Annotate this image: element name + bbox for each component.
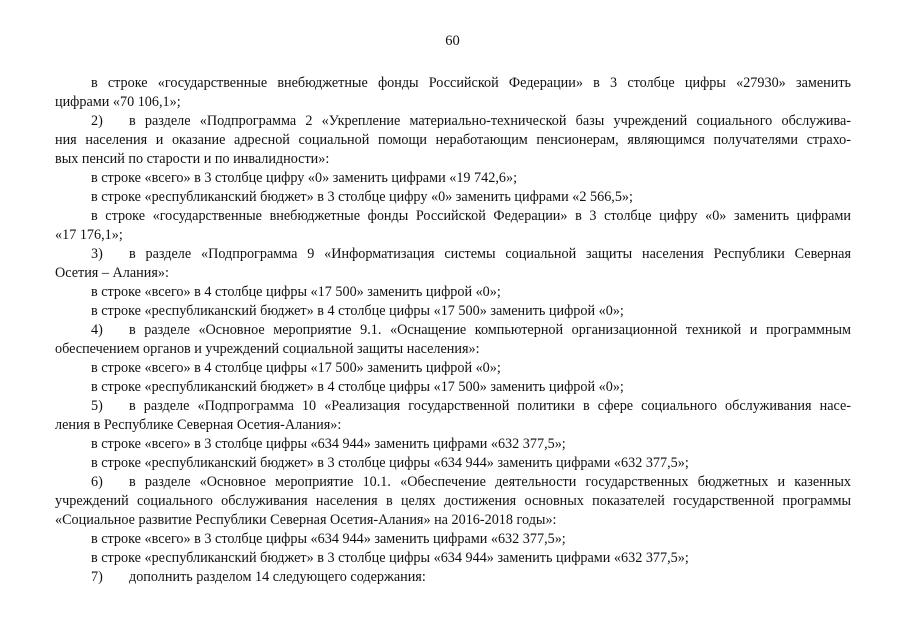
text-line [55,397,851,416]
line-text: в строке «республиканский бюджет» в 3 столбце цифры «634 944» заменить цифрами «632 377,5»; [91,550,689,566]
text-line [55,188,851,207]
line-text: обеспечением органов и учреждений социальной защиты населения»: [55,341,480,357]
line-text: в строке «республиканский бюджет» в 4 столбце цифры «17 500» заменить цифрой «0»; [91,379,624,395]
line-text: в строке «республиканский бюджет» в 4 столбце цифры «17 500» заменить цифрой «0»; [91,303,624,319]
text-line [55,454,851,473]
line-text: в разделе «Основное мероприятие 9.1. «Оснащение компьютерной организационной техникой и программным [129,322,851,338]
line-text: учреждений социального обслуживания населения в целях достижения основных показателей государственной программы [55,493,851,509]
line-text: в строке «всего» в 4 столбце цифры «17 500» заменить цифрой «0»; [91,360,501,376]
text-line [55,511,851,530]
text-line [55,226,851,245]
line-text: в строке «всего» в 3 столбце цифры «634 944» заменить цифрами «632 377,5»; [91,436,566,452]
line-text: ния населения и оказание адресной социальной помощи неработающим пенсионерам, являющимся получателями страхо- [55,132,851,148]
text-line [55,302,851,321]
text-line [55,492,851,511]
list-item-number: 4) [91,322,103,338]
line-text: в строке «всего» в 3 столбце цифру «0» заменить цифрами «19 742,6»; [91,170,518,186]
page-number: 60 [445,33,460,49]
line-text: в строке «республиканский бюджет» в 3 столбце цифры «634 944» заменить цифрами «632 377,5»; [91,455,689,471]
text-line [55,416,851,435]
line-text: вых пенсий по старости и по инвалидности»: [55,151,330,167]
line-text: в разделе «Подпрограмма 10 «Реализация государственной политики в сфере социального обслуживания насе- [129,398,851,414]
list-item-number: 7) [91,569,103,585]
text-line [55,378,851,397]
text-line [55,264,851,283]
text-line [55,549,851,568]
line-text: в строке «государственные внебюджетные фонды Российской Федерации» в 3 столбце цифры «27930» заменить [91,75,851,91]
text-line [55,131,851,150]
line-text: в разделе «Подпрограмма 9 «Информатизация системы социальной защиты населения Республики Северная [129,246,851,262]
text-line [55,473,851,492]
text-line [55,283,851,302]
text-line [55,74,851,93]
text-line [55,93,851,112]
line-text: в разделе «Подпрограмма 2 «Укрепление материально-технической базы учреждений социального обслужива- [129,113,851,129]
line-text: в строке «всего» в 4 столбце цифры «17 500» заменить цифрой «0»; [91,284,501,300]
list-item-number: 2) [91,113,103,129]
line-text: в строке «государственные внебюджетные фонды Российской Федерации» в 3 столбце цифру «0» заменить цифрами [91,208,851,224]
list-item-number: 5) [91,398,103,414]
text-line [55,169,851,188]
line-text: «17 176,1»; [55,227,123,243]
line-text: «Социальное развитие Республики Северная Осетия-Алания» на 2016-2018 годы»: [55,512,557,528]
text-line [55,245,851,264]
text-line [55,112,851,131]
text-line [55,435,851,454]
text-line [55,207,851,226]
list-item-number: 3) [91,246,103,262]
list-item-number: 6) [91,474,103,490]
text-line [55,568,851,587]
text-line [55,150,851,169]
text-line [55,321,851,340]
line-text: дополнить разделом 14 следующего содержания: [129,569,426,585]
line-text: в строке «всего» в 3 столбце цифры «634 944» заменить цифрами «632 377,5»; [91,531,566,547]
line-text: ления в Республике Северная Осетия-Алания»: [55,417,342,433]
line-text: Осетия – Алания»: [55,265,169,281]
line-text: в строке «республиканский бюджет» в 3 столбце цифру «0» заменить цифрами «2 566,5»; [91,189,633,205]
line-text: в разделе «Основное мероприятие 10.1. «Обеспечение деятельности государственных бюджетных и казенных [129,474,851,490]
text-line [55,530,851,549]
text-line [55,340,851,359]
document-body [55,74,851,587]
line-text: цифрами «70 106,1»; [55,94,181,110]
text-line [55,359,851,378]
